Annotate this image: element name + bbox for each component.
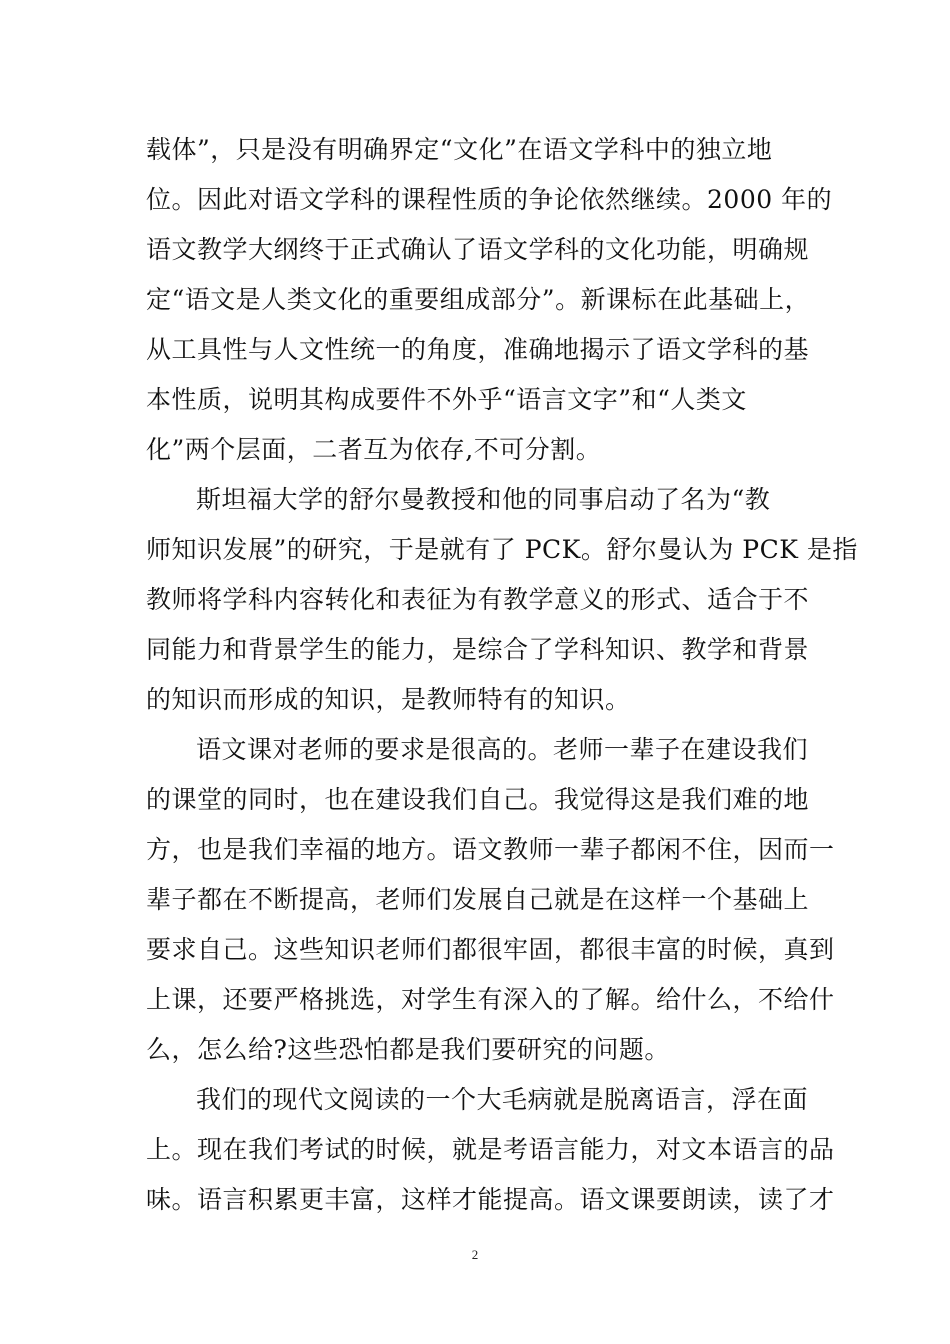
- text-line: 辈子都在不断提高，老师们发展自己就是在这样一个基础上: [146, 885, 810, 914]
- text-line: 语文教学大纲终于正式确认了语文学科的文化功能，明确规: [146, 235, 810, 264]
- text-line: 要求自己。这些知识老师们都很牢固，都很丰富的时候，真到: [146, 935, 835, 964]
- text-line: 师知识发展”的研究，于是就有了 PCK。舒尔曼认为 PCK 是指: [146, 535, 858, 564]
- text-line: 载体”，只是没有明确界定“文化”在语文学科中的独立地: [146, 135, 773, 164]
- text-line: 上。现在我们考试的时候，就是考语言能力，对文本语言的品: [146, 1135, 835, 1164]
- text-line: 的课堂的同时，也在建设我们自己。我觉得这是我们难的地: [146, 785, 810, 814]
- text-line: 同能力和背景学生的能力，是综合了学科知识、教学和背景: [146, 635, 810, 664]
- text-line: 斯坦福大学的舒尔曼教授和他的同事启动了名为“教: [196, 485, 771, 514]
- text-line: 方，也是我们幸福的地方。语文教师一辈子都闲不住，因而一: [146, 835, 835, 864]
- text-line: 我们的现代文阅读的一个大毛病就是脱离语言，浮在面: [196, 1085, 809, 1114]
- text-line: 本性质，说明其构成要件不外乎“语言文字”和“人类文: [146, 385, 747, 414]
- text-line: 么，怎么给?这些恐怕都是我们要研究的问题。: [146, 1035, 670, 1064]
- text-line: 教师将学科内容转化和表征为有教学意义的形式、适合于不: [146, 585, 810, 614]
- text-line: 从工具性与人文性统一的角度，准确地揭示了语文学科的基: [146, 335, 810, 364]
- text-line: 语文课对老师的要求是很高的。老师一辈子在建设我们: [196, 735, 809, 764]
- text-line: 定“语文是人类文化的重要组成部分”。新课标在此基础上，: [146, 285, 811, 314]
- page-number: 2: [471, 1247, 479, 1262]
- text-line: 上课，还要严格挑选，对学生有深入的了解。给什么，不给什: [146, 985, 835, 1014]
- text-line: 的知识而形成的知识，是教师特有的知识。: [146, 685, 631, 714]
- text-line: 化”两个层面，二者互为依存,不可分割。: [146, 435, 602, 464]
- text-line: 味。语言积累更丰富，这样才能提高。语文课要朗读，读了才: [146, 1185, 835, 1214]
- text-line: 位。因此对语文学科的课程性质的争论依然继续。2000 年的: [146, 185, 833, 214]
